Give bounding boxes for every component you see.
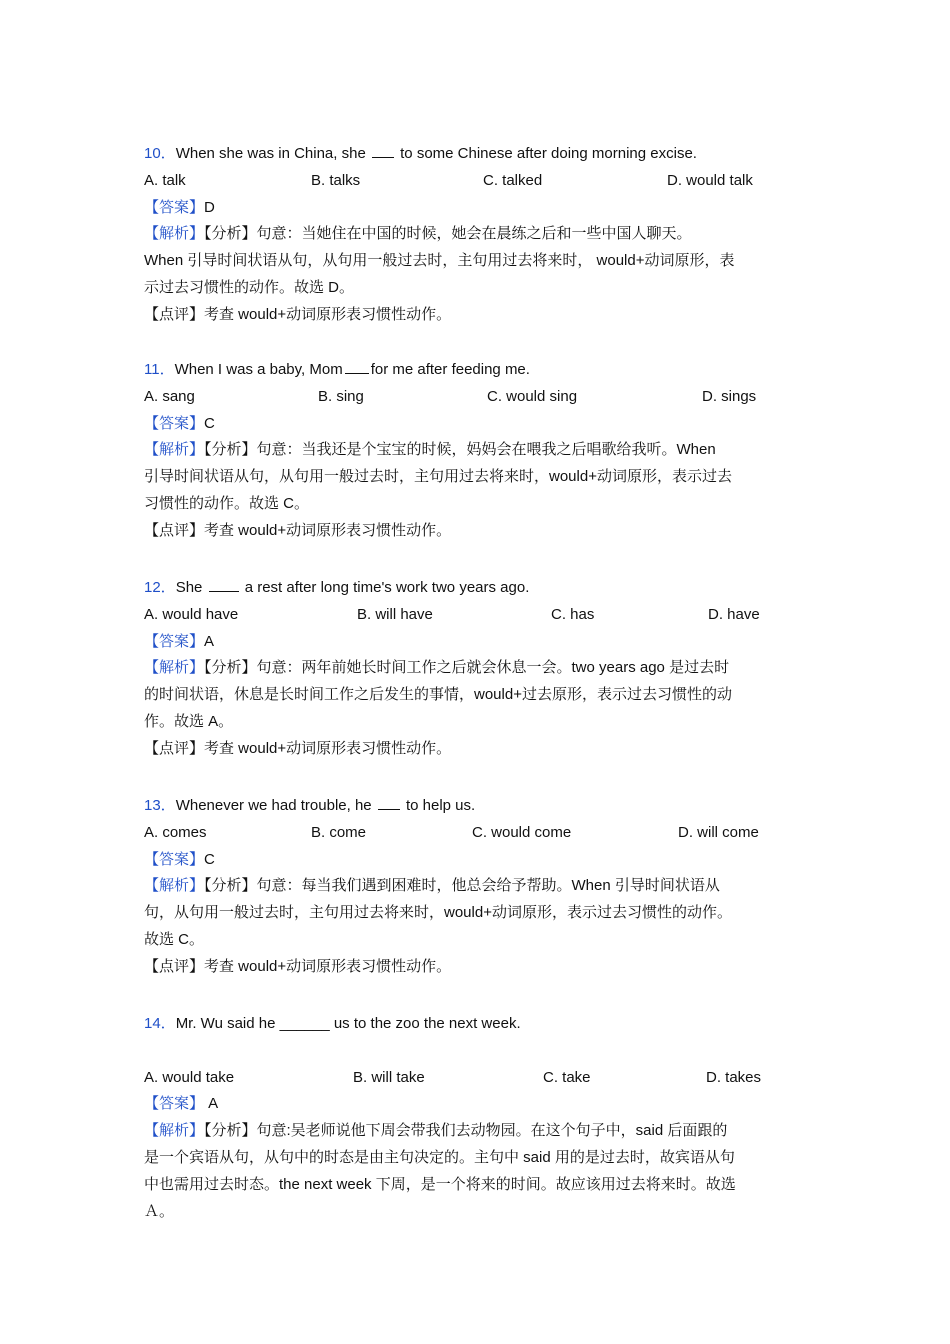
analysis-text: 【分析】句意:吴老师说他下周会带我们去动物园。在这个句子中，said 后面跟的 [204,1122,728,1140]
answer-value: A [204,632,215,650]
comment-text: 考查 would+动词原形表习惯性动作。 [204,305,452,323]
answer-line [144,629,808,656]
comment-line [144,954,808,981]
answer-value: A [204,1095,219,1113]
analysis-line-3: 中也需用过去时态。the next week 下周，是一个将来的时间。故应该用过去将来时。故选 [144,1175,736,1193]
answer-value: D [204,198,215,216]
analysis-text: 【分析】句意：每当我们遇到困难时，他总会给予帮助。When 引导时间状语从 [204,877,720,895]
option-d: D. have [708,605,760,623]
answer-value: C [204,850,215,868]
analysis-line-2: 的时间状语，休息是长时间工作之后发生的事情，would+过去原形，表示过去习惯性的动 [144,686,732,704]
answer-line [144,411,808,438]
stem-text-after: to some Chinese after doing morning excise. [395,145,697,162]
blank-spacer [144,1038,808,1065]
option-a: A. comes [144,823,207,841]
question-stem [144,1011,808,1038]
option-d: D. will come [678,823,759,841]
option-c: C. talked [483,171,543,189]
analysis-line-3: 习惯性的动作。故选 C。 [144,494,310,512]
answer-blank [372,145,394,158]
stem-text-before: Whenever we had trouble, he [175,797,376,814]
analysis-text: 【分析】句意：两年前她长时间工作之后就会休息一会。two years ago 是过去时 [204,659,730,677]
answer-label: 【答案】 [144,850,205,868]
stem-text-after: to help us. [401,797,476,814]
analysis-line-2: When 引导时间状语从句，从句用一般过去时，主句用过去将来时， would+动词原形，表 [144,252,735,270]
answer-line [144,1091,808,1118]
option-b: B. talks [311,171,361,189]
analysis-line-3: 示过去习惯性的动作。故选 D。 [144,278,355,296]
option-a: A. would have [144,605,239,623]
analysis-label: 【解析】 [144,441,205,459]
question-number: 14． [144,1015,176,1032]
comment-line [144,302,808,329]
comment-label: 【点评】 [144,957,205,975]
comment-label: 【点评】 [144,739,205,757]
answer-blank [209,579,239,592]
comment-line [144,736,808,763]
options-row [144,1065,808,1092]
stem-text-after: for me after feeding me. [370,361,530,378]
question-number: 13． [144,797,176,814]
option-b: B. will have [357,605,433,623]
analysis-line-1 [144,221,808,248]
question-number: 11． [144,361,175,378]
answer-blank [345,361,369,374]
question-number: 10． [144,145,176,162]
option-a: A. talk [144,171,186,189]
answer-label: 【答案】 [144,632,205,650]
question-stem [144,793,808,820]
stem-text-after: a rest after long time's work two years ago. [240,579,530,596]
answer-blank [378,797,400,810]
analysis-line-3: 故选 C。 [144,930,205,948]
comment-label: 【点评】 [144,521,205,539]
option-b: B. come [311,823,367,841]
comment-text: 考查 would+动词原形表习惯性动作。 [204,739,452,757]
option-d: D. takes [706,1068,762,1086]
options-row [144,168,808,195]
option-b: B. sing [318,387,364,405]
question-stem [144,575,808,602]
option-c: C. has [551,605,595,623]
comment-line [144,518,808,545]
option-a: A. would take [144,1068,235,1086]
analysis-line-4: Ａ。 [144,1202,175,1220]
question-14 [144,1011,808,1225]
stem-text-before: When she was in China, she [175,145,370,162]
question-12 [144,575,808,763]
analysis-label: 【解析】 [144,659,205,677]
option-d: D. would talk [667,171,753,189]
options-row [144,384,808,411]
option-b: B. will take [353,1068,425,1086]
question-number: 12． [144,579,176,596]
stem-text-before: When I was a baby, Mom [174,361,343,378]
answer-label: 【答案】 [144,1095,205,1113]
analysis-text: 【分析】句意：当她住在中国的时候，她会在晨练之后和一些中国人聊天。 [204,225,692,243]
comment-text: 考查 would+动词原形表习惯性动作。 [204,957,452,975]
analysis-line-3: 作。故选 A。 [144,712,234,730]
analysis-line-2: 句，从句用一般过去时，主句用过去将来时，would+动词原形，表示过去习惯性的动作。 [144,904,732,922]
options-row [144,820,808,847]
analysis-line-1 [144,1118,808,1145]
analysis-label: 【解析】 [144,1122,205,1140]
question-stem [144,357,808,384]
question-11 [144,357,808,545]
options-row [144,602,808,629]
answer-line [144,195,808,222]
option-c: C. would come [472,823,572,841]
question-stem [144,141,808,168]
comment-text: 考查 would+动词原形表习惯性动作。 [204,521,452,539]
analysis-line-2: 引导时间状语从句，从句用一般过去时，主句用过去将来时，would+动词原形，表示过去 [144,468,732,486]
option-a: A. sang [144,387,195,405]
stem-text: Mr. Wu said he ______ us to the zoo the next week. [175,1015,521,1032]
analysis-line-1 [144,437,808,464]
analysis-line-2: 是一个宾语从句，从句中的时态是由主句决定的。主句中 said 用的是过去时，故宾语从句 [144,1148,735,1166]
analysis-line-1 [144,873,808,900]
comment-label: 【点评】 [144,305,205,323]
question-13 [144,793,808,981]
answer-label: 【答案】 [144,198,205,216]
option-c: C. would sing [487,387,578,405]
stem-text-before: She [175,579,207,596]
answer-value: C [204,414,215,432]
analysis-label: 【解析】 [144,225,205,243]
option-d: D. sings [702,387,757,405]
analysis-text: 【分析】句意：当我还是个宝宝的时候，妈妈会在喂我之后唱歌给我听。When [204,441,716,459]
option-c: C. take [543,1068,591,1086]
analysis-label: 【解析】 [144,877,205,895]
analysis-line-1 [144,655,808,682]
answer-label: 【答案】 [144,414,205,432]
answer-line [144,847,808,874]
question-10 [144,141,808,329]
